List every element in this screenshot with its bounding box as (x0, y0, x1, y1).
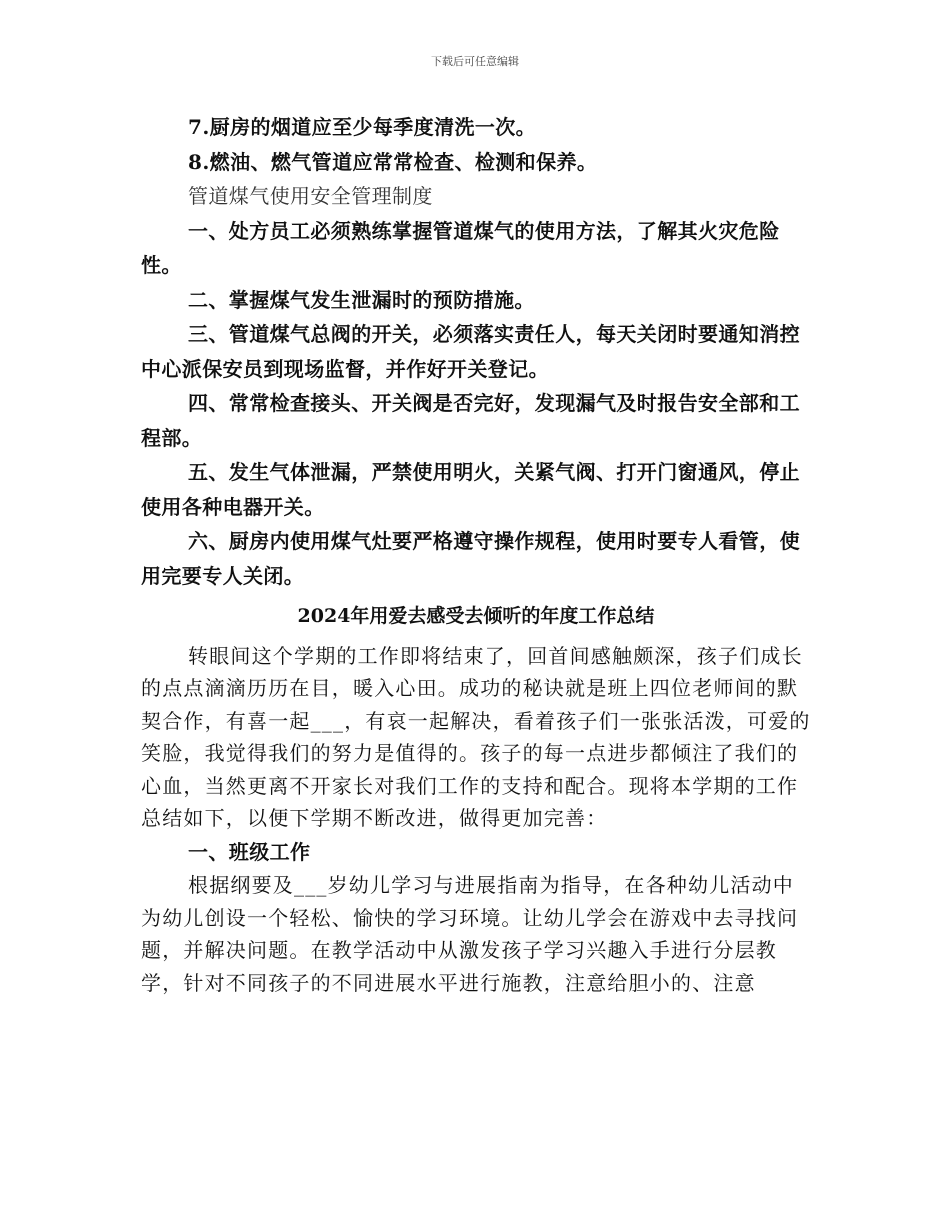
rule-item: 六、厨房内使用煤气灶要严格遵守操作规程，使用时要专人看管，使用完要专人关闭。 (141, 529, 800, 588)
rule-item: 三、管道煤气总阀的开关，必须落实责任人，每天关闭时要通知消控中心派保安员到现场监督，并作好开关登记。 (141, 322, 800, 381)
list-item: 7.厨房的烟道应至少每季度清洗一次。 (188, 115, 537, 139)
section-subtitle: 管道煤气使用安全管理制度 (188, 184, 433, 208)
rule-item: 五、发生气体泄漏，严禁使用明火，关紧气阀、打开门窗通风，停止使用各种电器开关。 (141, 460, 800, 519)
rule-item: 四、常常检查接头、开关阀是否完好，发现漏气及时报告安全部和工程部。 (141, 391, 800, 450)
list-item: 8.燃油、燃气管道应常常检查、检测和保养。 (188, 149, 598, 174)
body-paragraph: 根据纲要及___岁幼儿学习与进展指南为指导，在各种幼儿活动中为幼儿创设一个轻松、愉快的学习环境。让幼儿学会在游戏中去寻找问题，并解决问题。在教学活动中从激发孩子学习兴趣入手进行分层教学，针对不同孩子的不同进展水平进行施教，注意给胆小的、注意 (141, 873, 799, 995)
section-heading: 一、班级工作 (188, 839, 311, 864)
header-note: 下载后可任意编辑 (431, 55, 519, 68)
rule-item: 一、处方员工必须熟练掌握管道煤气的使用方法，了解其火灾危险性。 (141, 218, 780, 277)
rule-item: 二、掌握煤气发生泄漏时的预防措施。 (188, 287, 535, 312)
document-body (141, 110, 811, 999)
document-title: 2024年用爱去感受去倾听的年度工作总结 (297, 605, 655, 627)
intro-paragraph: 转眼间这个学期的工作即将结束了，回首间感触颇深，孩子们成长的点点滴滴历历在目，暖入心田。成功的秘诀就是班上四位老师间的默契合作，有喜一起___，有哀一起解决，看着孩子们一张张活泼，可爱的笑脸，我觉得我们的努力是值得的。孩子的每一点进步都倾注了我们的心血，当然更离不开家长对我们工作的支持和配合。现将本学期的工作总结如下，以便下学期不断改进，做得更加完善： (141, 643, 811, 830)
